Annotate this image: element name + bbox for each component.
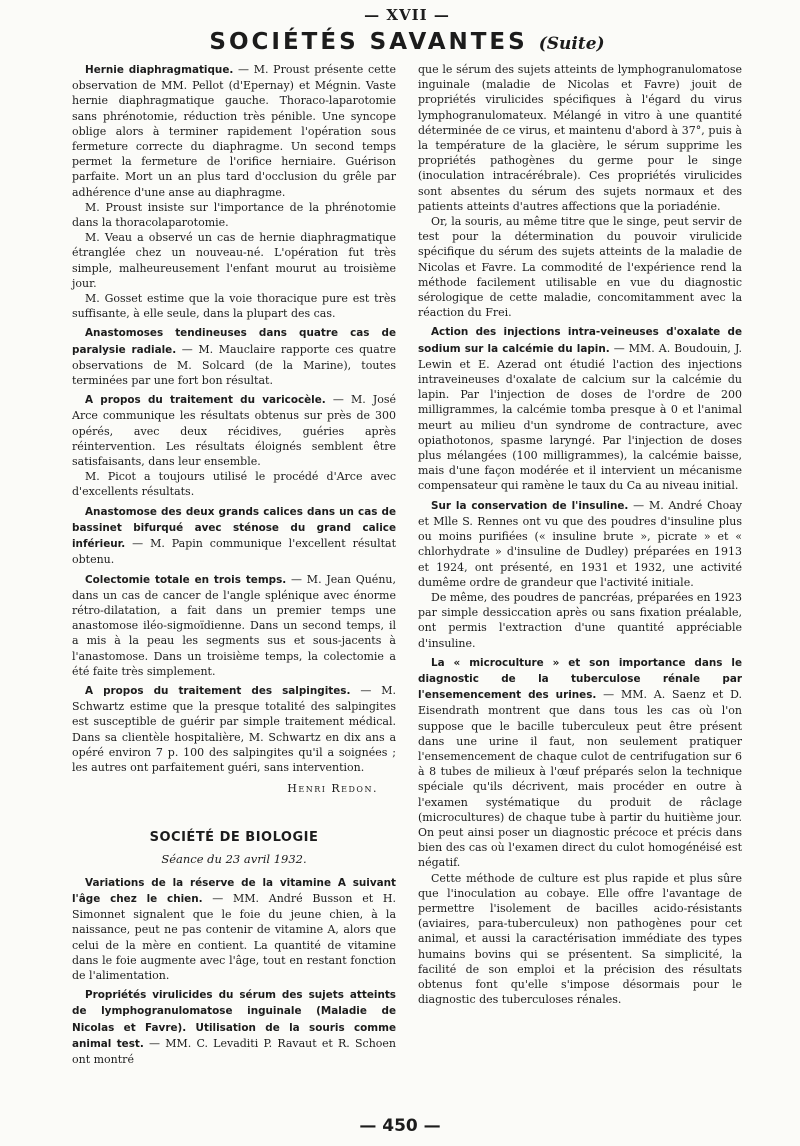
entry-heading: Sur la conservation de l'insuline.	[431, 499, 629, 512]
entry-virulicides	[72, 987, 396, 1067]
entry-text: — M. Mauclaire rapporte ces quatre observations de M. Solcard (de la Marine), toutes terminées par une fort bon résultat.	[72, 342, 396, 388]
masthead-title: SOCIÉTÉS SAVANTES	[209, 29, 528, 55]
paragraph: De même, des poudres de pancréas, préparées en 1923 par simple dessiccation après ou sans fixation préalable, ont permis l'extraction d'une quantité appréciable d'insuline.	[418, 590, 742, 650]
entry-heading: Anastomose des deux grands calices dans un cas de bassinet bifurqué avec sténose du grand calice inférieur.	[72, 505, 396, 551]
entry-text: — MM. André Busson et H. Simonnet signalent que le foie du jeune chien, à la naissance, peut ne pas contenir de vitamine A, alors que celui de la mère en contient. La quantité de vitamine dans le foie augmente avec l'âge, tout en restant fonction de l'alimentation.	[72, 891, 396, 982]
entry-heading: Variations de la réserve de la vitamine A suivant l'âge chez le chien.	[72, 876, 396, 905]
masthead-suite: (Suite)	[538, 34, 605, 54]
entry-text: — MM. A. Boudouin, J. Lewin et E. Azerad ont étudié l'action des injections intraveineuses d'oxalate de calcium sur la calcémie du lapin. Par l'injection de doses de l'ordre de 200 milligrammes, la calcémie tomba presque à 0 et l'animal meurt au milieu d'un syndrome de contracture, avec opiathotonos, spasme laryngé. Par l'injection de doses plus mélangées (100 milligrammes), la calcémie baisse, mais d'une façon modérée et il intervient un mécanisme compensateur qui ramène le taux du Ca au niveau initial.	[418, 341, 742, 493]
entry-heading: Hernie diaphragmatique.	[85, 64, 234, 76]
entry-salpingites	[72, 683, 396, 775]
entry-calices	[72, 504, 396, 568]
session-date: Séance du 23 avril 1932.	[161, 851, 307, 866]
right-column	[418, 62, 742, 1067]
entry-heading: La « microculture » et son importance dans le diagnostic de la tuberculose rénale par l'ensemencement des urines.	[418, 656, 742, 702]
entry-text: — M. André Choay et Mlle S. Rennes ont vu que des poudres d'insuline plus ou moins purifiées (« insuline brute », picrate » et « chlorhydrate » d'insuline de Dudley) préparées en 1913 et 1924, ont présenté, en 1931 et 1932, une activité dumême ordre de grandeur que l'activité initiale.	[418, 498, 742, 589]
paragraph: M. Gosset estime que la voie thoracique pure est très suffisante, à elle seule, dans la plupart des cas.	[72, 292, 396, 321]
page-number: — 450 —	[359, 1116, 441, 1136]
entry-heading: A propos du traitement des salpingites.	[85, 684, 351, 697]
paragraph: M. Picot a toujours utilisé le procédé d'Arce avec d'excellents résultats.	[72, 470, 396, 499]
entry-heading: A propos du traitement du varicocèle.	[85, 394, 326, 407]
entry-text: — M. Proust présente cette observation de MM. Pellot (d'Epernay) et Mégnin. Vaste hernie diaphragmatique gauche. Thoraco-laparotomie sans phrénotomie, réduction très pénible. Une syncope oblige alors à terminer rapidement l'opération sous fermeture correcte du diaphragme. Un second temps permet la fermeture de l'orifice herniaire. Guérison parfaite. Mort un an plus tard d'occlusion du grêle par adhérence d'une anse au diaphragme.	[72, 63, 396, 199]
paragraph: que le sérum des sujets atteints de lymphogranulomatose inguinale (maladie de Nicolas et Favre) jouit de propriétés virulicides spécifiques à l'égard du virus lymphogranulomateux. Mélangé in vitro à une quantité déterminée de ce virus, et maintenu d'abord à 37°, puis à la température de la glacière, le sérum supprime les propriétés pathogènes du germe pour le singe (inoculation intracérébrale). Ces propriétés virulicides sont absentes du sérum des sujets normaux et des patients atteints d'autres affections que la poriadénie.	[418, 63, 742, 213]
entry-insuline	[418, 498, 742, 651]
author-signature: Henri Redon.	[287, 782, 378, 796]
entry-heading: Action des injections intra-veineuses d'oxalate de sodium sur la calcémie du lapin.	[418, 326, 742, 355]
left-column	[72, 62, 396, 1067]
entry-heading: Anastomoses tendineuses dans quatre cas de paralysie radiale.	[72, 327, 396, 356]
section-title: SOCIÉTÉ DE BIOLOGIE	[149, 830, 319, 846]
entry-colectomie	[72, 572, 396, 679]
entry-text: — M. Schwartz estime que la presque totalité des salpingites est susceptible de guérir par simple traitement médical. Dans sa clientèle hospitalière, M. Schwartz en dix ans a opéré environ 7 p. 100 des salpingites qu'il a soignées ; les autres ont parfaitement guéri, sans intervention.	[72, 683, 396, 774]
entry-text: — MM. A. Saenz et D. Eisendrath montrent que dans tous les cas où l'on suppose que le bacille tuberculeux peut être présent dans une urine il faut, non seulement pratiquer l'ensemencement de chaque culot de centrifugation sur 6 à 8 tubes de milieux à l'œuf préparés selon la technique spéciale qu'ils décrivent, mais procéder en outre à l'examen systématique du produit de râclage (microcultures) de chaque tube à partir du huitième jour. On peut ainsi poser un diagnostic précoce et précis dans bien des cas où l'examen direct du culot homogénéisé est négatif.	[418, 688, 742, 870]
entry-text: — M. José Arce communique les résultats obtenus sur près de 300 opérés, avec deux récidives, guéries après réintervention. Les résultats éloignés semblent être satisfaisants, dans leur ensemble.	[72, 393, 397, 469]
paragraph: Cette méthode de culture est plus rapide et plus sûre que l'inoculation au cobaye. Elle offre l'avantage de permettre l'isolement de bacilles acido-résistants (aviaires, para-tuberculeux) non pathogènes pour cet animal, et aussi la caractérisation immédiate des types humains bovins qui se présentent. Sa simplicité, la facilité de son emploi et la précision des résultats obtenus font qu'elle s'impose désormais pour le diagnostic des tuberculoses rénales.	[418, 871, 742, 1007]
entry-vitamine	[72, 875, 396, 983]
entry-heading: Propriétés virulicides du sérum des sujets atteints de lymphogranulomatose inguinale (Maladie de Nicolas et Favre). Utilisation de la souris comme animal test.	[72, 989, 396, 1050]
entry-virulicides-cont	[418, 62, 742, 320]
entry-hernie	[72, 62, 396, 321]
section-masthead	[72, 28, 742, 58]
entry-varicocele	[72, 392, 396, 499]
entry-text: — M. Papin communique l'excellent résultat obtenu.	[72, 537, 396, 567]
entry-oxalate	[418, 324, 742, 493]
roman-page-number: — XVII —	[364, 6, 450, 24]
paragraph: M. Veau a observé un cas de hernie diaphragmatique étranglée chez un nouveau-né. L'opération fut très simple, malheureusement l'enfant mourut au troisième jour.	[72, 231, 396, 290]
two-column-body	[72, 62, 742, 1067]
paragraph: M. Proust insiste sur l'importance de la phrénotomie dans la thoracolaparotomie.	[72, 200, 396, 230]
paragraph: Or, la souris, au même titre que le singe, peut servir de test pour la détermination du pouvoir virulicide spécifique du sérum des sujets atteints de la maladie de Nicolas et Favre. La commodité de l'expérience rend la méthode facilement utilisable en vue du diagnostic sérologique de cette maladie, concomitamment avec la réaction du Frei.	[418, 215, 742, 320]
entry-text: — M. Jean Quénu, dans un cas de cancer de l'angle splénique avec énorme rétro-dilatation, a fait dans un premier temps une anastomose iléo-sigmoïdienne. Dans un second temps, il a mis à la peau les segments sus et sous-jacents à l'anastomose. Dans un troisième temps, la colectomie a été faite très simplement.	[72, 572, 396, 678]
entry-text: — MM. C. Levaditi P. Ravaut et R. Schoen ont montré	[72, 1036, 396, 1066]
entry-microculture	[418, 655, 742, 1008]
entry-anastomoses	[72, 325, 396, 388]
entry-heading: Colectomie totale en trois temps.	[85, 573, 287, 586]
